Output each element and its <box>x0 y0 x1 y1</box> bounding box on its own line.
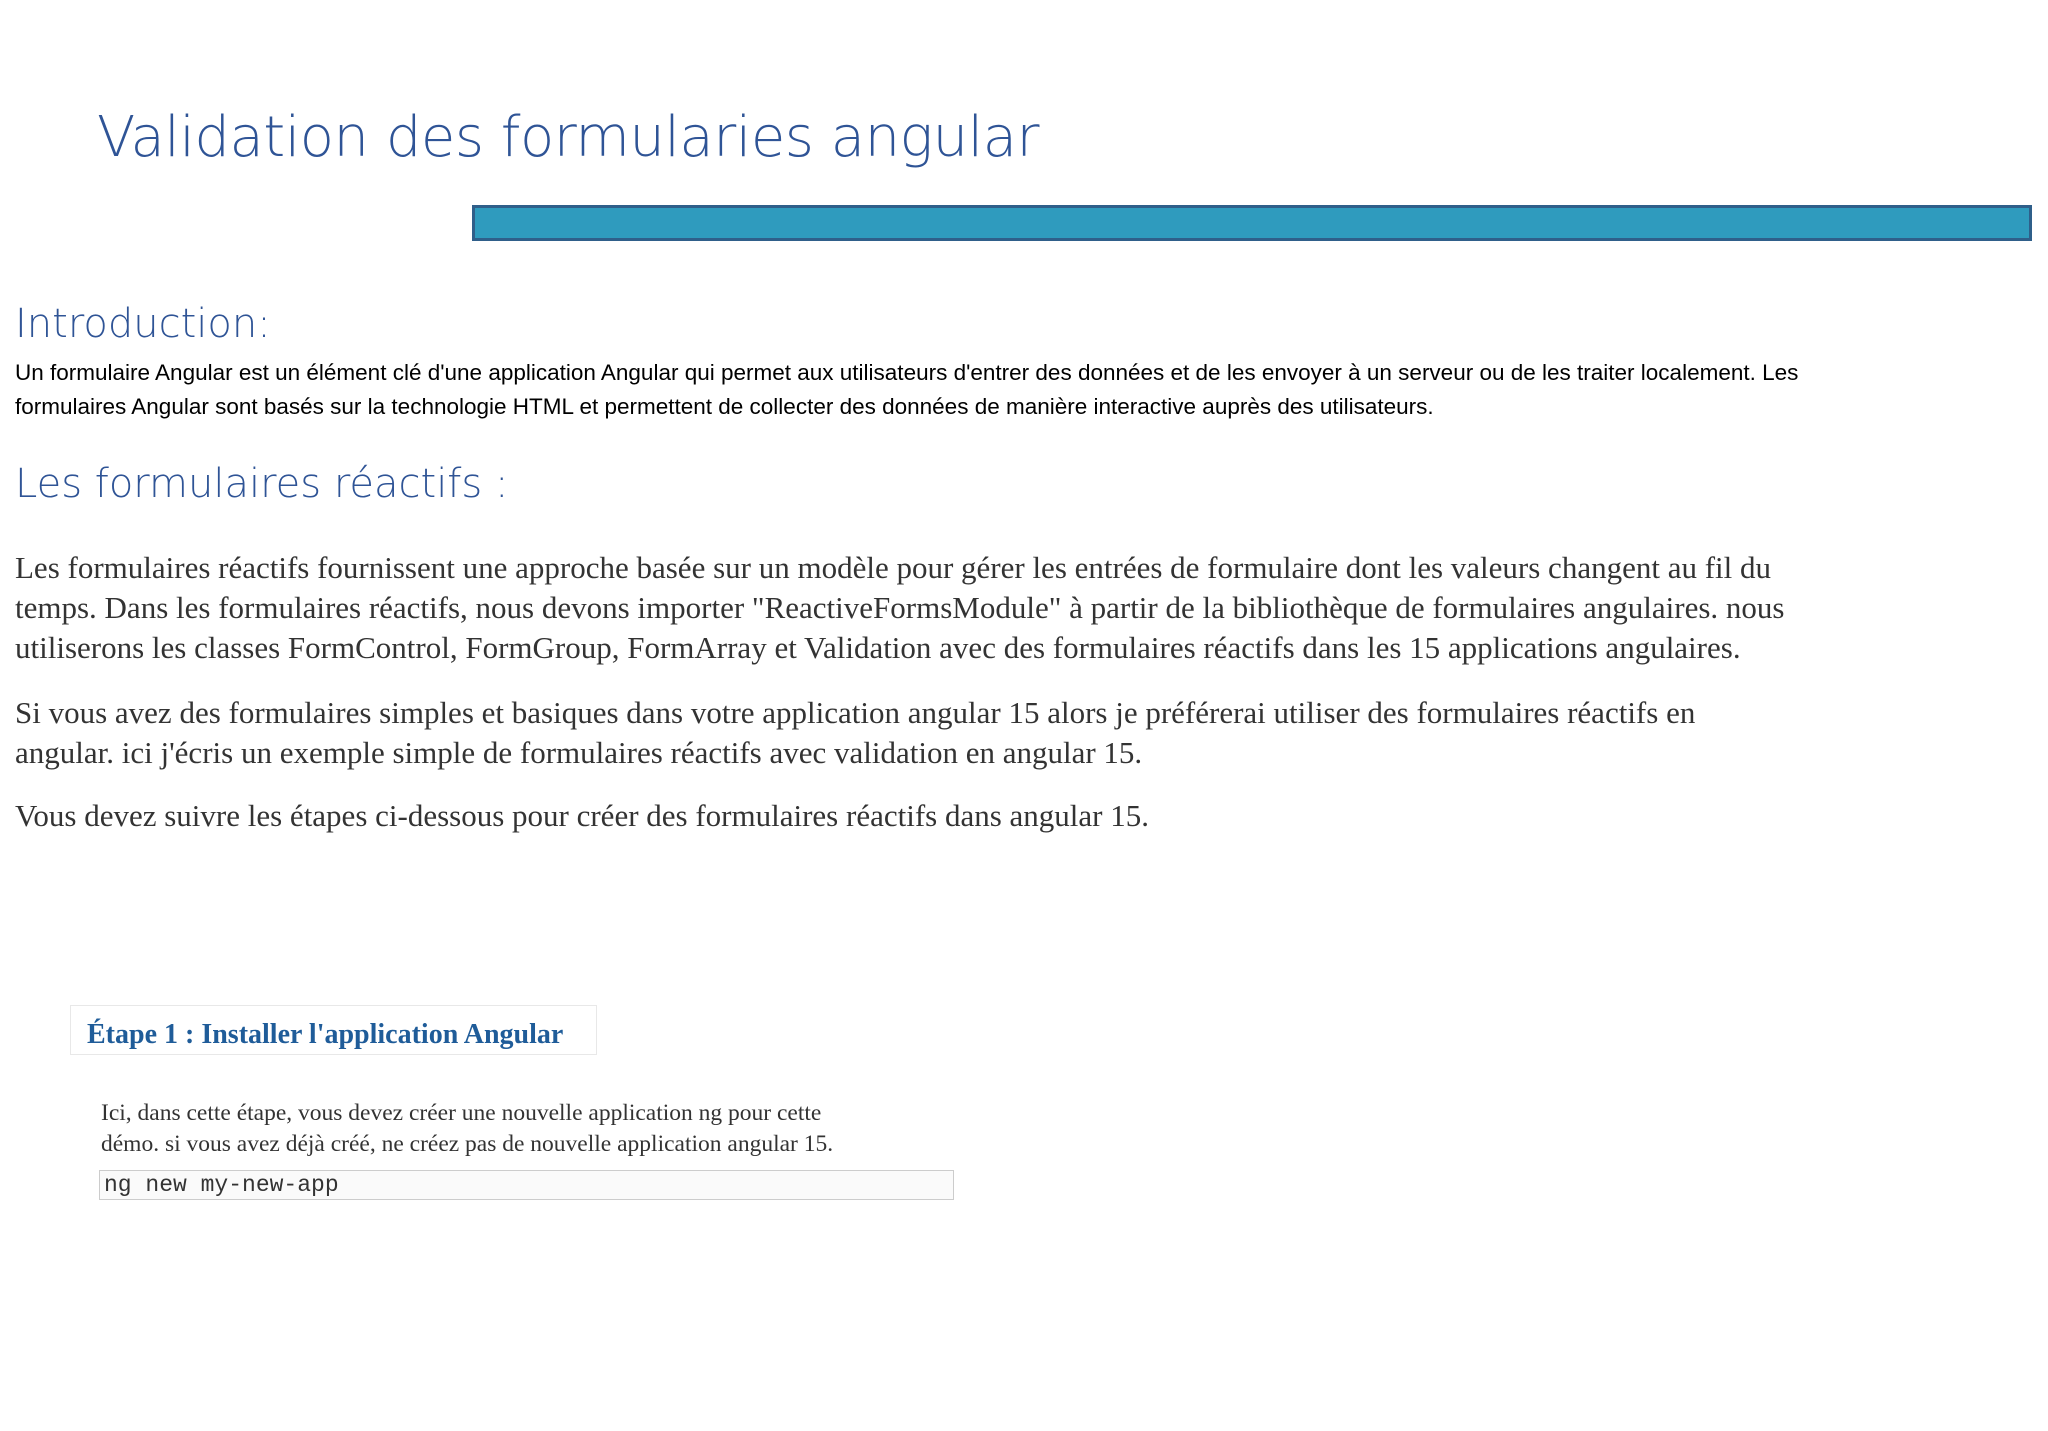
title-accent-bar <box>472 205 2032 241</box>
reactive-forms-paragraph-3: Vous devez suivre les étapes ci-dessous pour créer des formulaires réactifs dans angular 15. <box>15 798 1149 833</box>
reactive-forms-paragraph-1 <box>15 548 1784 668</box>
description-line: démo. si vous avez déjà créé, ne créez pas de nouvelle application angular 15. <box>101 1131 834 1157</box>
code-block: ng new my-new-app <box>99 1170 954 1200</box>
page-title: Validation des formularies angular <box>97 105 1040 170</box>
introduction-heading: Introduction: <box>15 301 271 347</box>
reactive-forms-paragraph-2 <box>15 693 1695 773</box>
paragraph-line: angular. ici j'écris un exemple simple de formulaires réactifs avec validation en angular 15. <box>15 735 1143 770</box>
paragraph-line: Les formulaires réactifs fournissent une approche basée sur un modèle pour gérer les entrées de formulaire dont les valeurs changent au fil du <box>15 550 1772 585</box>
introduction-text <box>15 356 2005 424</box>
step-1-description <box>101 1098 961 1160</box>
introduction-line: formulaires Angular sont basés sur la technologie HTML et permettent de collecter des données de manière interactive auprès des utilisateurs. <box>15 394 1434 419</box>
paragraph-line: utiliserons les classes FormControl, FormGroup, FormArray et Validation avec des formulaires réactifs dans les 15 applications angulaires. <box>15 630 1741 665</box>
step-1-box <box>70 1005 597 1055</box>
introduction-line: Un formulaire Angular est un élément clé d'une application Angular qui permet aux utilisateurs d'entrer des données et de les envoyer à un serveur ou de les traiter localement. Les <box>15 360 1799 385</box>
paragraph-line: Si vous avez des formulaires simples et basiques dans votre application angular 15 alors je préférerai utiliser des formulaires réactifs en <box>15 695 1696 730</box>
paragraph-line: temps. Dans les formulaires réactifs, nous devons importer "ReactiveFormsModule" à partir de la bibliothèque de formulaires angulaires. nous <box>15 590 1785 625</box>
reactive-forms-heading: Les formulaires réactifs : <box>15 461 509 507</box>
description-line: Ici, dans cette étape, vous devez créer une nouvelle application ng pour cette <box>101 1100 822 1126</box>
step-1-title: Étape 1 : Installer l'application Angular <box>87 1019 564 1050</box>
